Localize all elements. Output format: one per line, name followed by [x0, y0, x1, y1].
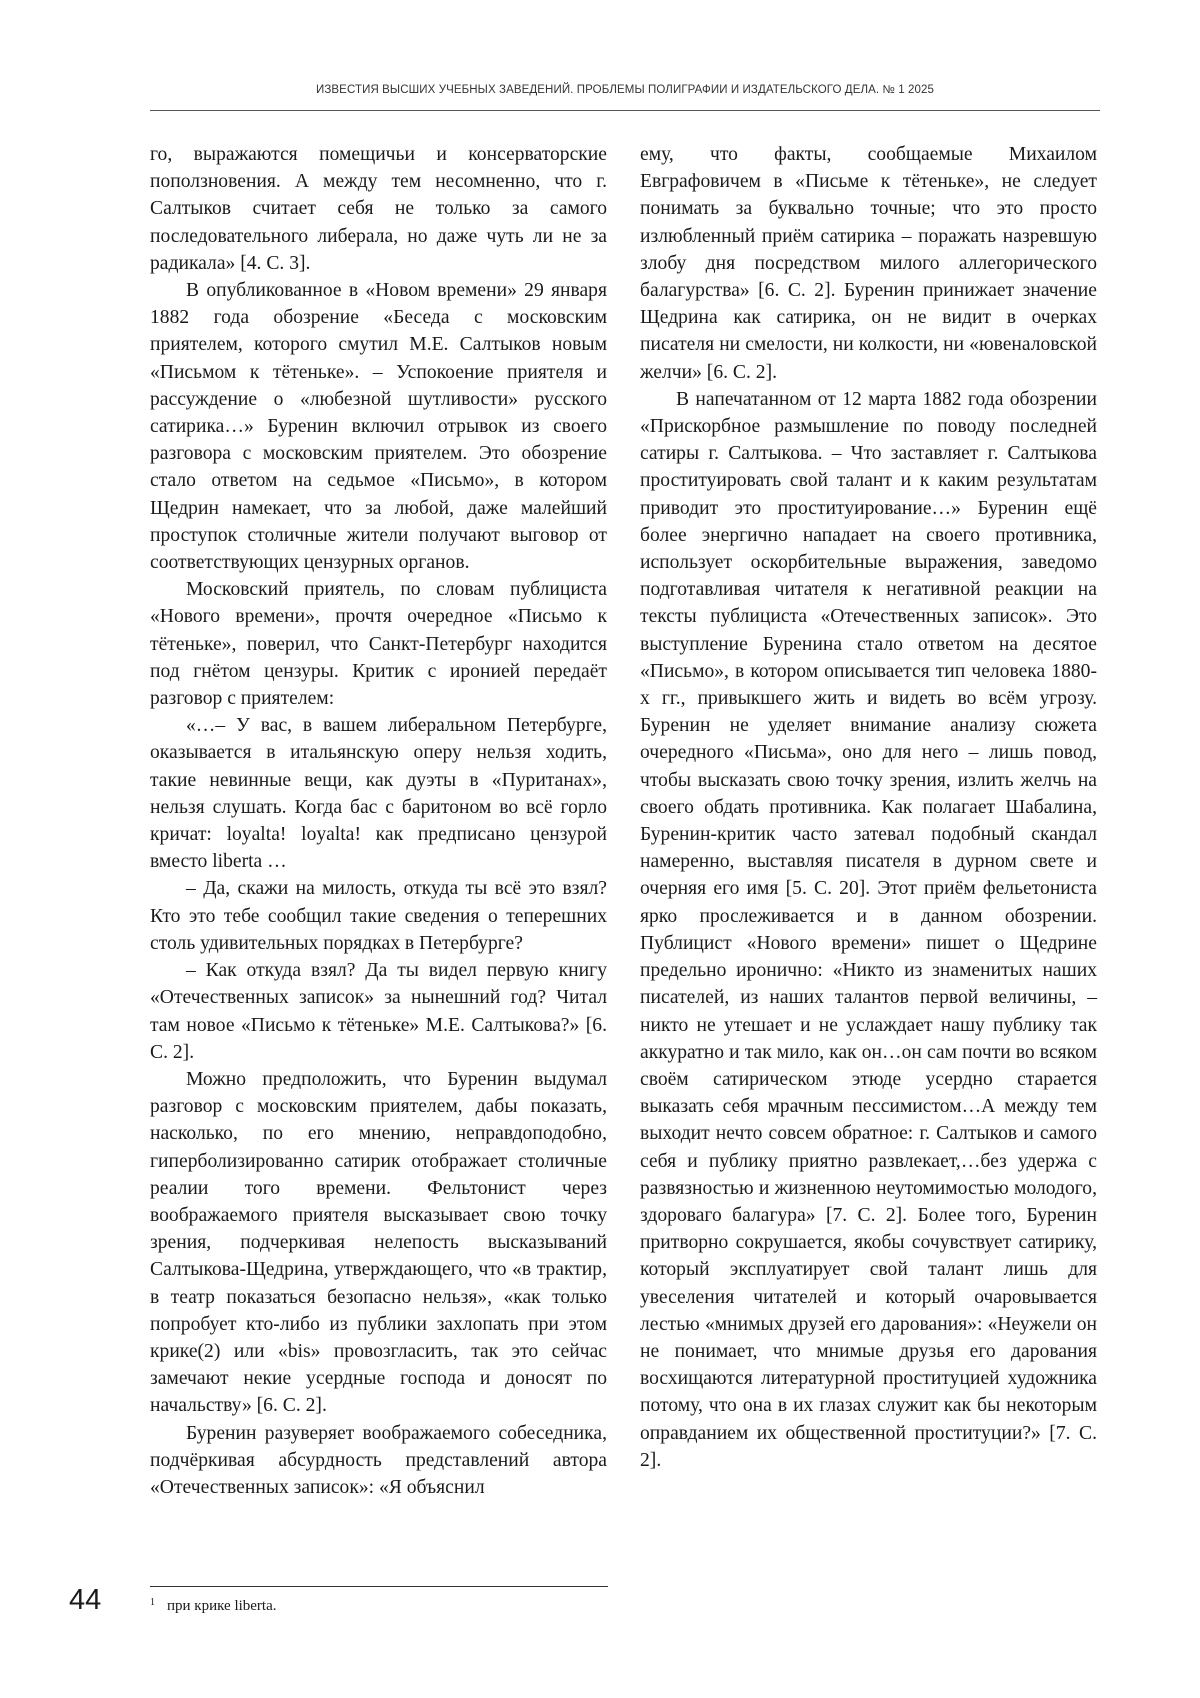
paragraph: ему, что факты, сообщаемые Михаилом Евграфовичем в «Письме к тётеньке», не следует понимать за буквально точные; что это просто излюбленный приём сатирика – поражать назревшую злобу дня посредством милого аллегорического балагурства» [6. С. 2]. Буренин принижает значение Щедрина как сатирика, он не видит в очерках писателя ни смелости, ни колкости, ни «ювеналовской желчи» [6. С. 2].	[640, 144, 1097, 383]
page-number: 44	[69, 1584, 102, 1616]
left-column	[150, 141, 607, 1501]
paragraph: Московский приятель, по словам публициста «Нового времени», прочтя очередное «Письмо к тётеньке», поверил, что Санкт-Петербург находится под гнётом цензуры. Критик с иронией передаёт разговор с приятелем:	[150, 579, 607, 710]
paragraph: Можно предположить, что Буренин выдумал разговор с московским приятелем, дабы показать, насколько, по его мнению, неправдоподобно, гиперболизированно сатирик отображает столичные реалии того времени. Фельтонист через воображаемого приятеля высказывает свою точку зрения, подчеркивая нелепость высказываний Салтыкова-Щедрина, утверждающего, что «в трактир, в театр показаться безопасно нельзя», «как только попробует кто-либо из публики захлопать при этом крике(2) или «bis» провозгласить, так это сейчас замечают некие усердные господа и доносят по начальству» [6. С. 2].	[150, 1068, 607, 1417]
footnote-divider	[150, 1586, 608, 1587]
paragraph: «…– У вас, в вашем либеральном Петербурге, оказывается в итальянскую оперу нельзя ходить, такие невинные вещи, как дуэты в «Пуританах», нельзя слушать. Когда бас с баритоном во всё горло кричат: loyalta! loyalta! как предписано цензурой вместо liberta …	[150, 715, 607, 873]
paragraph: В напечатанном от 12 марта 1882 года обозрении «Прискорбное размышление по поводу последней сатиры г. Салтыкова. – Что заставляет г. Салтыкова проституировать свой талант и к каким результатам приводит это проституирование…» Буренин ещё более энергично нападает на своего противника, использует оскорбительные выражения, заведомо подготавливая читателя к негативной реакции на тексты публициста «Отечественных записок». Это выступление Буренина стало ответом на десятое «Письмо», в котором описывается тип человека 1880-х гг., привыкшего жить и видеть во всём угрозу. Буренин не уделяет внимание анализу сюжета очередного «Письма», оно для него – лишь повод, чтобы высказать свою точку зрения, излить желчь на своего обдать противника. Как полагает Шабалина, Буренин-критик часто затевал подобный скандал намеренно, выставляя писателя в дурном свете и очерняя его имя [5. С. 20]. Этот приём фельетониста ярко прослеживается и в данном обозрении. Публицист «Нового времени» пишет о Щедрине предельно иронично: «Никто из знаменитых наших писателей, из наших талантов первой величины, – никто не утешает и не услаждает нашу публику так аккуратно и так мило, как он…он сам почти во всяком своём сатирическом этюде усердно старается выказать себя мрачным пессимистом…А между тем выходит нечто совсем обратное: г. Салтыков и самого себя и публику приятно развлекает,…без удержа с развязностью и жизненною неутомимостью молодого, здороваго балагура» [7. С. 2]. Более того, Буренин притворно сокрушается, якобы сочувствует сатирику, который эксплуатирует свой талант лишь для увеселения читателей и который очаровывается лестью «мнимых друзей его дарования»: «Неужели он не понимает, что мнимые друзья его дарования восхищаются литературной проституцией художника потому, что она в их глазах служит как бы некоторым оправданием их общественной проституции?» [7. С. 2].	[640, 388, 1097, 1471]
paragraph: Буренин разуверяет воображаемого собеседника, подчёркивая абсурдность представлений автора «Отечественных записок»: «Я объяснил	[150, 1422, 607, 1498]
paragraph: – Как откуда взял? Да ты видел первую книгу «Отечественных записок» за нынешний год? Читал там новое «Письмо к тётеньке» М.Е. Салтыкова?» [6. С. 2].	[150, 960, 607, 1063]
header-divider	[150, 110, 1100, 111]
paragraph: го, выражаются помещичьи и консерваторские поползновения. А между тем несомненно, что г. Салтыков считает себя не только за самого последовательного либерала, но даже чуть ли не за радикала» [4. С. 3].	[150, 144, 607, 274]
right-column	[640, 141, 1097, 1474]
paragraph: – Да, скажи на милость, откуда ты всё это взял? Кто это тебе сообщил такие сведения о теперешних столь удивительных порядках в Петербурге?	[150, 878, 607, 954]
paragraph: В опубликованное в «Новом времени» 29 января 1882 года обозрение «Беседа с московским приятелем, которого смутил М.Е. Салтыков новым «Письмом к тётеньке». – Успокоение приятеля и рассуждение о «любезной шутливости» русского сатирика…» Буренин включил отрывок из своего разговора с московским приятелем. Это обозрение стало ответом на седьмое «Письмо», в котором Щедрин намекает, что за любой, даже малейший проступок столичные жители получают выговор от соответствующих цензурных органов.	[150, 280, 607, 574]
footnote-text: при крике liberta.	[167, 1598, 277, 1614]
running-head: ИЗВЕСТИЯ ВЫСШИХ УЧЕБНЫХ ЗАВЕДЕНИЙ. ПРОБЛЕМЫ ПОЛИГРАФИИ И ИЗДАТЕЛЬСКОГО ДЕЛА. № 1 2025	[316, 84, 934, 96]
footnote	[150, 1593, 610, 1616]
footnote-marker: 1	[150, 1597, 155, 1608]
